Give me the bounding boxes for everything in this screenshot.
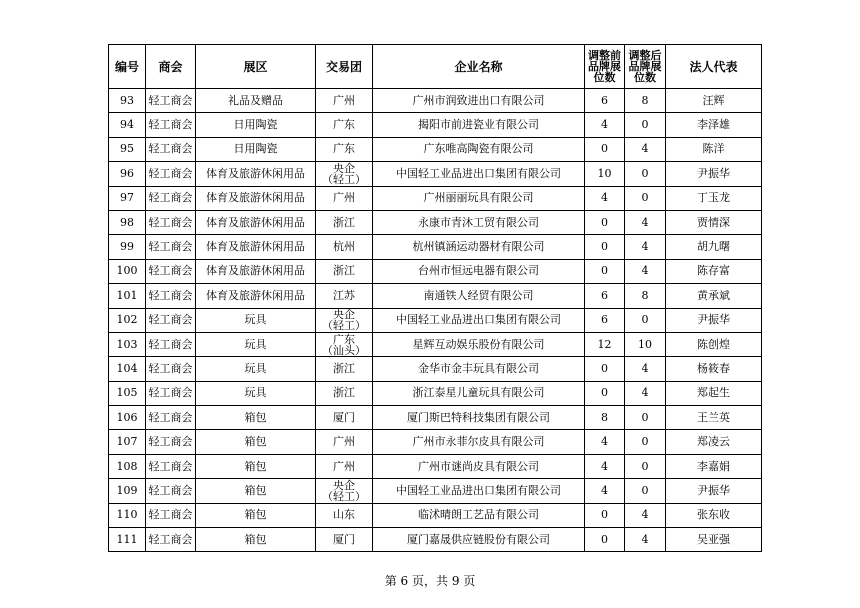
cell-before: 4 (585, 454, 625, 478)
cell-area: 箱包 (196, 528, 316, 552)
cell-company: 广东唯高陶瓷有限公司 (373, 137, 585, 161)
table-row (109, 528, 762, 552)
table-row (109, 406, 762, 430)
cell-after: 4 (625, 259, 666, 283)
cell-no: 111 (109, 528, 146, 552)
cell-after: 4 (625, 381, 666, 405)
table-row (109, 89, 762, 113)
group-line: （汕头） (322, 343, 366, 357)
cell-no: 96 (109, 162, 146, 186)
cell-before: 4 (585, 113, 625, 137)
cell-no: 100 (109, 259, 146, 283)
cell-no: 95 (109, 137, 146, 161)
table-row (109, 479, 762, 503)
cell-company: 中国轻工业品进出口集团有限公司 (373, 479, 585, 503)
table-row (109, 503, 762, 527)
cell-no: 107 (109, 430, 146, 454)
cell-group (316, 528, 373, 552)
cell-group (316, 308, 373, 332)
cell-chamber: 轻工商会 (146, 454, 196, 478)
cell-before: 0 (585, 503, 625, 527)
cell-area: 玩具 (196, 332, 316, 356)
cell-no: 101 (109, 284, 146, 308)
group-line: 浙江 (333, 264, 355, 278)
cell-rep: 贾情深 (666, 210, 762, 234)
cell-no: 97 (109, 186, 146, 210)
cell-company: 广州市谜尚皮具有限公司 (373, 454, 585, 478)
cell-rep: 郑凌云 (666, 430, 762, 454)
cell-company: 临沭晴朗工艺品有限公司 (373, 503, 585, 527)
cell-after: 4 (625, 235, 666, 259)
cell-area: 箱包 (196, 430, 316, 454)
cell-no: 102 (109, 308, 146, 332)
cell-group (316, 332, 373, 356)
cell-chamber: 轻工商会 (146, 430, 196, 454)
cell-rep: 杨筱春 (666, 357, 762, 381)
cell-group (316, 454, 373, 478)
cell-no: 98 (109, 210, 146, 234)
cell-company: 南通铁人经贸有限公司 (373, 284, 585, 308)
cell-rep: 陈创煌 (666, 332, 762, 356)
cell-rep: 尹振华 (666, 479, 762, 503)
cell-no: 105 (109, 381, 146, 405)
cell-chamber: 轻工商会 (146, 308, 196, 332)
cell-rep: 尹振华 (666, 162, 762, 186)
cell-group (316, 284, 373, 308)
group-line: 山东 (333, 508, 355, 522)
cell-area: 礼品及赠品 (196, 89, 316, 113)
cell-rep: 陈洋 (666, 137, 762, 161)
cell-chamber: 轻工商会 (146, 528, 196, 552)
cell-area: 体育及旅游休闲用品 (196, 259, 316, 283)
cell-area: 体育及旅游休闲用品 (196, 235, 316, 259)
cell-group (316, 186, 373, 210)
enterprise-table (108, 44, 762, 552)
group-line: 浙江 (333, 386, 355, 400)
page-footer: 第 6 页，共 9 页 (384, 574, 476, 588)
table-row (109, 308, 762, 332)
cell-chamber: 轻工商会 (146, 406, 196, 430)
cell-company: 厦门嘉晟供应链股份有限公司 (373, 528, 585, 552)
cell-company: 杭州镇涵运动器材有限公司 (373, 235, 585, 259)
cell-area: 箱包 (196, 503, 316, 527)
cell-chamber: 轻工商会 (146, 113, 196, 137)
header-no: 编号 (109, 45, 146, 89)
cell-group (316, 210, 373, 234)
cell-before: 4 (585, 186, 625, 210)
group-line: 杭州 (333, 240, 355, 254)
cell-area: 日用陶瓷 (196, 137, 316, 161)
cell-no: 94 (109, 113, 146, 137)
cell-rep: 胡九曙 (666, 235, 762, 259)
header-company: 企业名称 (373, 45, 585, 89)
header-after (625, 45, 666, 89)
table-row (109, 430, 762, 454)
cell-rep: 李嘉娟 (666, 454, 762, 478)
cell-chamber: 轻工商会 (146, 381, 196, 405)
cell-chamber: 轻工商会 (146, 235, 196, 259)
cell-after: 0 (625, 162, 666, 186)
cell-rep: 尹振华 (666, 308, 762, 332)
table-row (109, 284, 762, 308)
cell-chamber: 轻工商会 (146, 162, 196, 186)
cell-before: 4 (585, 479, 625, 503)
cell-group (316, 89, 373, 113)
cell-rep: 郑起生 (666, 381, 762, 405)
cell-before: 4 (585, 430, 625, 454)
header-group: 交易团 (316, 45, 373, 89)
cell-after: 0 (625, 113, 666, 137)
cell-area: 体育及旅游休闲用品 (196, 162, 316, 186)
cell-rep: 李泽雄 (666, 113, 762, 137)
cell-before: 0 (585, 528, 625, 552)
cell-chamber: 轻工商会 (146, 479, 196, 503)
header-before-line: 品牌展 (588, 60, 621, 73)
group-line: 广州 (333, 459, 355, 473)
cell-company: 广州市永菲尔皮具有限公司 (373, 430, 585, 454)
table-row (109, 259, 762, 283)
cell-no: 106 (109, 406, 146, 430)
group-line: 央企 (333, 478, 355, 492)
cell-chamber: 轻工商会 (146, 89, 196, 113)
group-line: （轻工） (322, 489, 366, 503)
cell-after: 0 (625, 430, 666, 454)
header-area: 展区 (196, 45, 316, 89)
cell-company: 中国轻工业品进出口集团有限公司 (373, 162, 585, 186)
cell-rep: 丁玉龙 (666, 186, 762, 210)
cell-chamber: 轻工商会 (146, 259, 196, 283)
cell-area: 箱包 (196, 479, 316, 503)
cell-area: 体育及旅游休闲用品 (196, 284, 316, 308)
cell-before: 10 (585, 162, 625, 186)
cell-area: 日用陶瓷 (196, 113, 316, 137)
cell-company: 台州市恒远电器有限公司 (373, 259, 585, 283)
header-rep: 法人代表 (666, 45, 762, 89)
cell-after: 0 (625, 406, 666, 430)
cell-no: 108 (109, 454, 146, 478)
cell-chamber: 轻工商会 (146, 332, 196, 356)
cell-after: 8 (625, 89, 666, 113)
cell-after: 4 (625, 210, 666, 234)
cell-before: 0 (585, 210, 625, 234)
cell-after: 4 (625, 528, 666, 552)
group-line: （轻工） (322, 319, 366, 333)
header-after-line: 调整后 (628, 49, 662, 62)
group-line: 广东 (333, 142, 355, 156)
group-line: 厦门 (333, 532, 355, 546)
cell-group (316, 137, 373, 161)
group-line: 广东 (333, 332, 355, 346)
table-row (109, 137, 762, 161)
cell-chamber: 轻工商会 (146, 357, 196, 381)
cell-group (316, 357, 373, 381)
header-after-line: 品牌展 (628, 60, 662, 73)
cell-chamber: 轻工商会 (146, 210, 196, 234)
cell-after: 10 (625, 332, 666, 356)
cell-after: 0 (625, 308, 666, 332)
cell-company: 中国轻工业品进出口集团有限公司 (373, 308, 585, 332)
cell-area: 箱包 (196, 406, 316, 430)
cell-company: 广州丽丽玩具有限公司 (373, 186, 585, 210)
cell-before: 0 (585, 381, 625, 405)
cell-area: 体育及旅游休闲用品 (196, 186, 316, 210)
cell-before: 6 (585, 89, 625, 113)
header-before-line: 调整前 (588, 49, 621, 62)
cell-after: 0 (625, 454, 666, 478)
cell-no: 110 (109, 503, 146, 527)
cell-company: 厦门斯巴特科技集团有限公司 (373, 406, 585, 430)
cell-before: 0 (585, 235, 625, 259)
cell-chamber: 轻工商会 (146, 186, 196, 210)
cell-rep: 汪辉 (666, 89, 762, 113)
cell-company: 星辉互动娱乐股份有限公司 (373, 332, 585, 356)
cell-after: 0 (625, 479, 666, 503)
header-row (109, 45, 762, 89)
cell-before: 0 (585, 357, 625, 381)
table-row (109, 235, 762, 259)
header-after-line: 位数 (634, 71, 656, 84)
cell-after: 8 (625, 284, 666, 308)
cell-area: 玩具 (196, 381, 316, 405)
cell-before: 6 (585, 308, 625, 332)
cell-company: 金华市金丰玩具有限公司 (373, 357, 585, 381)
cell-before: 0 (585, 137, 625, 161)
group-line: （轻工） (322, 172, 366, 186)
cell-area: 箱包 (196, 454, 316, 478)
cell-after: 4 (625, 137, 666, 161)
group-line: 央企 (333, 161, 355, 175)
cell-group (316, 430, 373, 454)
cell-group (316, 162, 373, 186)
cell-no: 93 (109, 89, 146, 113)
table-row (109, 454, 762, 478)
cell-rep: 吴亚强 (666, 528, 762, 552)
cell-before: 0 (585, 259, 625, 283)
cell-group (316, 406, 373, 430)
header-before-line: 位数 (593, 71, 616, 84)
header-chamber: 商会 (146, 45, 196, 89)
cell-group (316, 235, 373, 259)
group-line: 浙江 (333, 361, 355, 375)
cell-rep: 王兰英 (666, 406, 762, 430)
group-line: 厦门 (333, 410, 355, 424)
cell-group (316, 479, 373, 503)
cell-group (316, 113, 373, 137)
table-row (109, 381, 762, 405)
group-line: 广州 (333, 435, 355, 449)
cell-company: 广州市润致进出口有限公司 (373, 89, 585, 113)
table-row (109, 357, 762, 381)
cell-company: 浙江泰星儿童玩具有限公司 (373, 381, 585, 405)
cell-company: 永康市青沐工贸有限公司 (373, 210, 585, 234)
table-row (109, 113, 762, 137)
group-line: 央企 (333, 308, 355, 322)
cell-after: 4 (625, 357, 666, 381)
table-row (109, 186, 762, 210)
table-row (109, 162, 762, 186)
cell-group (316, 503, 373, 527)
cell-before: 8 (585, 406, 625, 430)
header-before (585, 45, 625, 89)
table-body (109, 89, 762, 552)
table-row (109, 332, 762, 356)
cell-before: 6 (585, 284, 625, 308)
cell-rep: 黄承斌 (666, 284, 762, 308)
cell-rep: 陈存富 (666, 259, 762, 283)
cell-group (316, 381, 373, 405)
cell-chamber: 轻工商会 (146, 284, 196, 308)
cell-chamber: 轻工商会 (146, 137, 196, 161)
cell-area: 玩具 (196, 357, 316, 381)
cell-chamber: 轻工商会 (146, 503, 196, 527)
cell-before: 12 (585, 332, 625, 356)
cell-no: 99 (109, 235, 146, 259)
cell-no: 109 (109, 479, 146, 503)
group-line: 江苏 (333, 288, 355, 302)
group-line: 广州 (333, 93, 355, 107)
cell-after: 0 (625, 186, 666, 210)
cell-no: 104 (109, 357, 146, 381)
group-line: 浙江 (333, 215, 355, 229)
cell-area: 体育及旅游休闲用品 (196, 210, 316, 234)
cell-group (316, 259, 373, 283)
cell-no: 103 (109, 332, 146, 356)
cell-company: 揭阳市前进瓷业有限公司 (373, 113, 585, 137)
cell-after: 4 (625, 503, 666, 527)
cell-rep: 张东收 (666, 503, 762, 527)
group-line: 广州 (333, 191, 355, 205)
cell-area: 玩具 (196, 308, 316, 332)
table-row (109, 210, 762, 234)
group-line: 广东 (333, 118, 355, 132)
